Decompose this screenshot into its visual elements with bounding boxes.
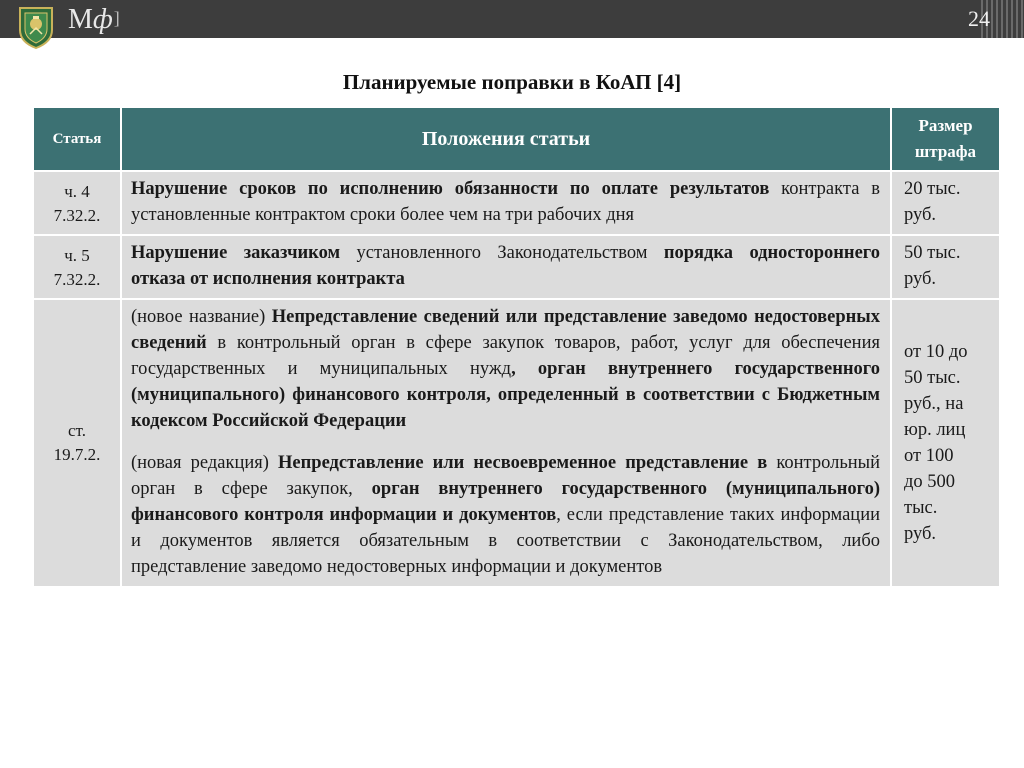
provision-text: , если представление таких информации и документов является обязательным в соответствии с Законодательством, либо представление заведомо недостоверных информации и документов: [131, 505, 881, 577]
fine-cell: [891, 235, 1000, 299]
article-line2: 19.7.2.: [53, 445, 101, 464]
fine-line: юр. лиц: [904, 420, 966, 440]
fine-line2: руб.: [904, 269, 937, 289]
provision-bold: орган внутреннего государственного (муниципального) финансового контроля информации и документов: [131, 479, 880, 525]
article-line1: ст.: [68, 421, 86, 440]
fine-line2: руб.: [904, 205, 937, 225]
article-line1: ч. 5: [64, 246, 90, 265]
ministry-crest-icon: [16, 4, 56, 50]
page-number: 24: [968, 6, 990, 31]
fine-line: тыс.: [904, 498, 938, 518]
provision-cell: [121, 299, 891, 587]
provision-text: (новая редакция): [131, 453, 279, 473]
article-cell: [33, 235, 121, 299]
table-row: [33, 171, 1000, 235]
provision-text: установленного Законодательством: [340, 243, 664, 263]
column-header-fine: [891, 107, 1000, 171]
brand-suffix: ]: [113, 8, 120, 28]
provision-paragraph-new-edition: [131, 450, 880, 580]
slide-title: Планируемые поправки в КоАП [4]: [342, 70, 682, 94]
fine-line: от 10 до: [904, 342, 968, 362]
fine-line: до 500: [904, 472, 956, 492]
fine-cell: [891, 171, 1000, 235]
column-header-article: Статья: [33, 107, 121, 171]
table-row: [33, 235, 1000, 299]
provision-text: в контрольный орган в сфере закупок товаров, работ, услуг для обеспечения государственных и муниципальных нужд: [131, 333, 880, 379]
provision-text: контракта в установленные контрактом сроки более чем на три рабочих дня: [131, 179, 880, 225]
provision-text: (новое название): [131, 307, 272, 327]
fine-line: 50 тыс.: [904, 368, 961, 388]
provision-bold: Непредставление или несвоевременное представление в: [278, 453, 768, 473]
article-cell: [33, 171, 121, 235]
provision-cell: [121, 235, 891, 299]
provision-paragraph-new-title: [131, 304, 880, 434]
brand-mark: [68, 4, 120, 34]
column-header-fine-line1: Размер: [918, 116, 973, 135]
provision-bold: порядка одностороннего отказа от исполнения контракта: [131, 243, 880, 289]
column-header-provisions: Положения статьи: [121, 107, 891, 171]
fine-cell: [891, 299, 1000, 587]
article-line1: ч. 4: [64, 182, 90, 201]
provision-cell: [121, 171, 891, 235]
article-line2: 7.32.2.: [53, 270, 101, 289]
article-line2: 7.32.2.: [53, 206, 101, 225]
brand-letter: ф: [92, 4, 113, 35]
provision-bold: Непредставление сведений или представление заведомо недостоверных сведений: [131, 307, 881, 353]
top-bar: [0, 0, 1024, 38]
amendments-table: [32, 106, 1001, 588]
fine-line1: 20 тыс.: [904, 179, 961, 199]
article-cell: [33, 299, 121, 587]
fine-line: от 100: [904, 446, 954, 466]
column-header-fine-line2: штрафа: [914, 142, 977, 161]
provision-bold: Нарушение сроков по исполнению обязанности по оплате результатов: [131, 179, 770, 199]
fine-line: руб.: [904, 524, 937, 544]
brand-prefix: М: [68, 4, 93, 35]
provision-bold: Нарушение заказчиком: [131, 243, 341, 263]
table-header-row: [33, 107, 1000, 171]
fine-line: руб., на: [904, 394, 964, 414]
fine-line1: 50 тыс.: [904, 243, 961, 263]
table-row: [33, 299, 1000, 587]
provision-bold: , орган внутреннего государственного (муниципального) финансового контроля, определенный в соответствии с Бюджетным кодексом Российской Федерации: [131, 359, 880, 431]
provision-text: контрольный орган в сфере закупок,: [131, 453, 880, 499]
